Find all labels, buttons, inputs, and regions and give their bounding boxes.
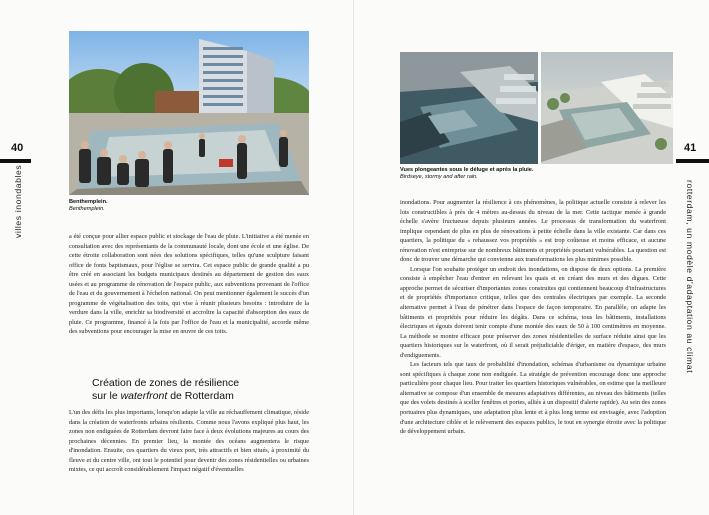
after-rain-rendering bbox=[541, 52, 673, 164]
page-number: 41 bbox=[684, 142, 697, 154]
caption-fr: Vues plongeantes sous le déluge et après la pluie. bbox=[400, 167, 534, 173]
body-text bbox=[400, 198, 666, 437]
body-paragraph-1: inondations. Pour augmenter la résilience à ces phénomènes, la politique actuelle consiste à relever les lots constructibles à près de 4 mètres au-dessus du niveau de la mer. Cette tactique menée à grande échelle s'avère fructueuse depuis plusieurs années. Le processus de transformation du waterfront implique cependant de plus en plus de rénovations à petite échelle dans la ville existante. Car dans ces quartiers, la politique du « rehaussez vos propriétés » est trop coûteuse et moins efficace, et aucune rénovation n'est entreprise sur de nombreux bâtiments et propriétés pourtant vulnérables. La question est donc de trouver une démarche qui convienne aux transformations les plus minimes possible. bbox=[400, 199, 666, 264]
caption-fr: Benthemplein. bbox=[69, 199, 108, 205]
plaza-photo-illustration bbox=[69, 31, 309, 195]
deluge-rendering-illustration bbox=[400, 52, 538, 164]
page-tab-marker bbox=[676, 159, 709, 163]
section-heading-pre: sur le bbox=[92, 389, 121, 402]
photo-caption bbox=[69, 199, 269, 213]
running-title: rotterdam, un modèle d'adaptation au climat bbox=[685, 180, 695, 374]
section-heading-line1: Création de zones de résilience bbox=[92, 377, 240, 389]
section-paragraph bbox=[69, 408, 309, 475]
section-heading-post: de Rotterdam bbox=[167, 389, 234, 402]
photo-caption bbox=[400, 167, 660, 181]
right-page bbox=[354, 0, 709, 515]
section-heading-italic: waterfront bbox=[120, 389, 168, 402]
body-paragraph-2: Lorsque l'on souhaite protéger un endroit des inondations, on dispose de deux options. La première consiste à empêcher l'eau d'entrer en relevant les quais et en créant des murs et des digues. Cette approche permet de sécuriser d'importantes zones construites qui contiennent beaucoup d'infrastructures et de propriétés d'importance critique, telles que des centrales électriques par exemple. La seconde alternative permet à l'eau de pénétrer dans l'espace de façon temporaire. En parallèle, on adapte les bâtiments et propriétés pour réduire les dégâts. Dans ce schéma, tous les bâtiments, installations électriques et égouts doivent tenir compte d'une montée des eaux de 50 à 100 centimètres en moyenne. La méthode se montre efficace pour préserver des zones résidentielles de surface réduite ainsi que les quartiers historiques sur le waterfront, où il serait préjudiciable d'ériger, en matière d'espace, des murs d'endiguements. bbox=[400, 265, 666, 359]
page-tab-marker bbox=[0, 159, 31, 163]
caption-en: Benthemplein. bbox=[69, 206, 105, 212]
deluge-rendering bbox=[400, 52, 538, 164]
plaza-photo bbox=[69, 31, 309, 195]
page-number: 40 bbox=[11, 142, 24, 154]
section-heading bbox=[92, 377, 312, 402]
intro-paragraph-text: a été conçue pour allier espace public et stockage de l'eau de pluie. L'initiative a été menée en consultation avec des représentants de la communauté locale, dont une école et une église. De cette étroite collaboration sont nées des solutions spécifiques, telles qu'une sculpture faisant office de fonts baptismaux, pour l'église se servira. Cet espace public de grande qualité a pu être créé en associant les budgets municipaux destinés au département de gestion des eaux usées et au programme de rénovation de l'espace public, aux subventions provenant de l'office de l'eau et du gouvernement à l'échelon national. On peut mentionner également le succès d'un programme de végétalisation des toits, qui vise à réunir plusieurs besoins : introduire de la verdure dans la ville, enrichir sa biodiversité et accroître la capacité d'absorption des eaux de pluie. Ce programme, financé à la fois par l'office de l'eau et la municipalité, accorde même des subventions pour encourager la mise en œuvre de ces toits. bbox=[69, 233, 309, 336]
caption-en: Birdseye, stormy and after rain. bbox=[400, 174, 478, 180]
running-title: villes inondables bbox=[13, 164, 23, 238]
intro-paragraph bbox=[69, 232, 309, 337]
body-paragraph-3: Les facteurs tels que taux de probabilité d'inondation, schémas d'urbanisme ou dynamique urbaine sont spécifiques à chaque zone non endiguée. La stratégie de prévention encourage donc une approche particulière pour chaque lieu. Pour traiter les quartiers historiques vulnérables, on estime que la meilleure alternative se compose d'un ensemble de mesures adaptatives différentes, au niveau des bâtiments (telles que des volets destinés à sceller fenêtres et portes, alliés à un dispositif d'alerte rapide). Au sein des zones portuaires plus dynamiques, une adaptation plus lente et à plus long terme est envisagée, avec l'adoption d'une architecture ciblée et le relèvement des espaces publics, le tout en synergie étroite avec la politique de développement urbain. bbox=[400, 361, 666, 436]
left-page bbox=[0, 0, 354, 515]
after-rain-rendering-illustration bbox=[541, 52, 673, 164]
section-paragraph-text: L'un des défis les plus importants, lorsqu'on adapte la ville au réchauffement climatique, réside dans la création de waterfronts urbains résilients. Comme nous l'avons expliqué plus haut, les zones non endiguées de Rotterdam devront faire face à deux évolutions majeures au cours des prochaines décennies. En premier lieu, la montée des océans augmentera le risque d'inondation. Ensuite, ces quartiers du vieux port, très attractifs et bien situés, à proximité du fleuve et du centre ville, ont tout le potentiel pour devenir des zones résidentielles ou urbaines mixtes, ce qui accroît considérablement l'impact négatif d'éventuelles bbox=[69, 409, 309, 474]
